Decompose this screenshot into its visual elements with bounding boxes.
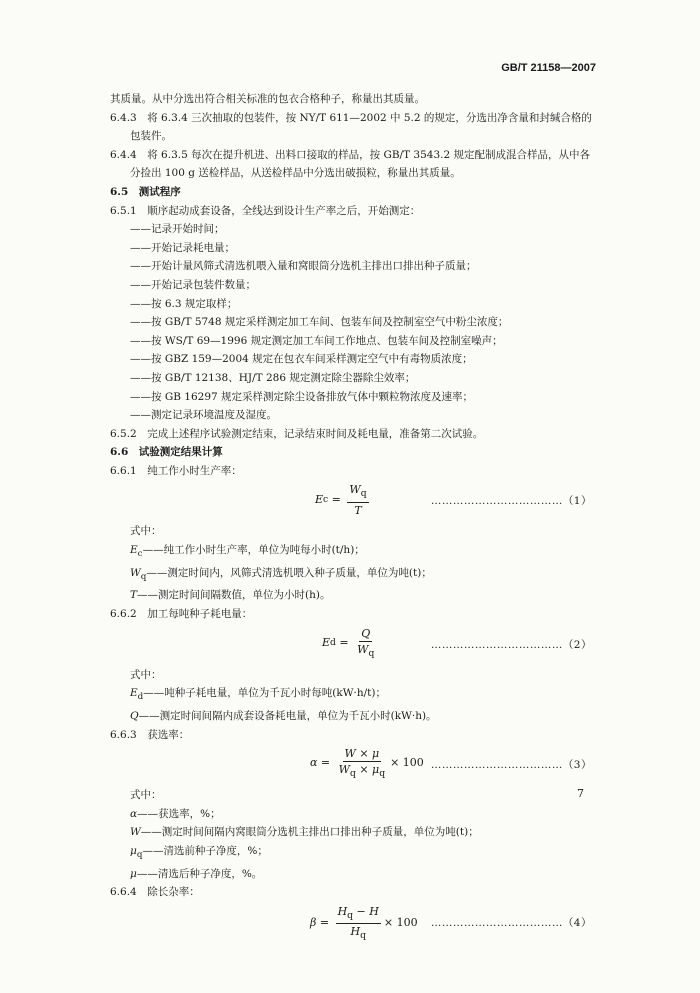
where-label: 式中： bbox=[130, 668, 162, 681]
clause-6-6-2: 6.6.2 加工每吨种子耗电量： bbox=[110, 608, 253, 621]
fraction bbox=[336, 904, 381, 943]
formula-symbol: − H bbox=[353, 904, 379, 918]
list-item: ——按 GB/T 12138、HJ/T 286 规定测定除尘器除尘效率； bbox=[130, 371, 416, 384]
text-line: 包装件。 bbox=[130, 130, 172, 143]
leader-dots: ……………………………… bbox=[430, 916, 563, 929]
leader-dots: ……………………………… bbox=[430, 759, 563, 772]
variable-symbol: μ bbox=[130, 867, 137, 880]
equation-label: （3） bbox=[562, 759, 592, 772]
equation-number bbox=[431, 492, 592, 511]
variable-description: ——测定时间间隔内窝眼筒分选机主排出口排出种子质量，单位为吨(t)； bbox=[140, 826, 479, 839]
variable-definition bbox=[110, 541, 600, 564]
leader-dots: ……………………………… bbox=[430, 638, 563, 651]
fraction bbox=[355, 626, 376, 661]
section-heading-6-5: 6.5 测试程序 bbox=[110, 185, 181, 198]
equation-number bbox=[431, 636, 592, 655]
formula-symbol: W bbox=[349, 483, 361, 497]
list-item: ——测定记录环境温度及湿度。 bbox=[130, 409, 277, 422]
formula-symbol: E bbox=[315, 492, 324, 506]
list-item: ——按 GBZ 159—2004 规定在包衣车间采样测定空气中有毒物质浓度； bbox=[130, 353, 473, 366]
variable-symbol: W bbox=[130, 566, 141, 579]
variable-list bbox=[110, 684, 600, 725]
list-item: ——按 GB 16297 规定采样测定除尘设备排放气体中颗粒物浓度及速率； bbox=[130, 390, 474, 403]
equation-number bbox=[431, 756, 592, 775]
clause-6-6-3: 6.6.3 获选率： bbox=[110, 728, 190, 741]
variable-subscript: q bbox=[140, 571, 147, 582]
formula-subscript: d bbox=[330, 636, 336, 648]
list-item: ——记录开始时间； bbox=[130, 223, 225, 236]
variable-definition bbox=[110, 805, 600, 824]
variable-list bbox=[110, 541, 600, 605]
equation-label: （4） bbox=[562, 916, 592, 929]
formula-symbol: × μ bbox=[355, 763, 380, 777]
clause-6-5-2: 6.5.2 完成上述程序试验测定结束，记录结束时间及耗电量，准备第二次试验。 bbox=[110, 427, 484, 440]
formula-symbol: E bbox=[322, 635, 331, 649]
text-line: 分捡出 100 g 送检样品，从送检样品中分选出破损粒，称量出其质量。 bbox=[130, 167, 461, 180]
variable-description: ——清选前种子净度，%； bbox=[142, 844, 268, 857]
variable-definition bbox=[110, 707, 600, 726]
clause-6-4-3: 6.4.3 将 6.3.4 三次抽取的包装件，按 NY/T 611—2002 中 5.2 的规定，分选出净含量和封缄合格的 bbox=[110, 111, 592, 124]
equation-label: （2） bbox=[562, 638, 592, 651]
variable-description: ——纯工作小时生产率，单位为吨每小时(t/h)； bbox=[142, 544, 365, 557]
text-line: 其质量。从中分选出符合相关标准的包衣合格种子，称量出其质量。 bbox=[110, 93, 425, 105]
formula-subscript: c bbox=[323, 493, 329, 505]
fraction bbox=[347, 482, 368, 517]
variable-definition bbox=[110, 865, 600, 884]
formula-subscript: q bbox=[349, 768, 356, 780]
formula-multiplier: × 100 bbox=[383, 916, 418, 930]
section-heading-6-6: 6.6 试验测定结果计算 bbox=[110, 446, 223, 459]
variable-definition bbox=[110, 564, 600, 587]
formula-1: E c = $\frac{W_q}{T}$ ………………………………（1） bbox=[315, 483, 592, 517]
page-number: 7 bbox=[577, 787, 584, 800]
clause-6-6-4: 6.6.4 除长杂率： bbox=[110, 886, 200, 899]
equation-label: （1） bbox=[562, 495, 592, 508]
formula-symbol: W bbox=[357, 642, 369, 656]
variable-definition bbox=[110, 586, 600, 605]
variable-subscript: d bbox=[137, 692, 144, 703]
variable-description: ——测定时间间隔内成套设备耗电量，单位为千瓦小时(kW·h)。 bbox=[138, 709, 437, 722]
variable-definition bbox=[110, 684, 600, 707]
list-item: ——开始记录耗电量； bbox=[130, 241, 235, 254]
formula-subscript: q bbox=[379, 768, 386, 780]
variable-definition bbox=[110, 842, 600, 865]
variable-symbol: W bbox=[130, 826, 141, 839]
list-item: ——按 GB/T 5748 规定采样测定加工车间、包装车间及控制室空气中粉尘浓度； bbox=[130, 316, 509, 329]
variable-definition bbox=[110, 823, 600, 842]
formula-symbol: β bbox=[310, 916, 317, 930]
formula-3: α = $\frac{W \times \mu}{W_q \times \mu_q}$ × 100 ………………………………（3） bbox=[310, 747, 592, 780]
list-item: ——开始计量风筛式清选机喂入量和窝眼筒分选机主排出口排出种子质量； bbox=[130, 260, 477, 273]
variable-symbol: α bbox=[130, 807, 138, 820]
formula-subscript: q bbox=[347, 909, 354, 921]
formula-symbol: H bbox=[337, 904, 348, 918]
equation-number bbox=[431, 914, 592, 933]
formula-symbol: T bbox=[354, 503, 362, 517]
variable-symbol: Q bbox=[130, 709, 139, 722]
list-item: ——按 6.3 规定取样； bbox=[130, 297, 238, 310]
where-label: 式中： bbox=[130, 525, 162, 538]
formula-symbol: W × μ bbox=[344, 747, 380, 761]
variable-symbol: E bbox=[130, 544, 138, 557]
variable-subscript: q bbox=[136, 849, 143, 860]
variable-symbol: T bbox=[130, 589, 138, 602]
leader-dots: ……………………………… bbox=[430, 495, 563, 508]
variable-symbol: μ bbox=[130, 844, 137, 857]
variable-description: ——吨种子耗电量，单位为千瓦小时每吨(kW·h/t)； bbox=[143, 687, 386, 700]
fraction bbox=[337, 746, 387, 781]
formula-symbol: W bbox=[338, 763, 350, 777]
variable-description: ——测定时间内，风筛式清选机喂入种子质量，单位为吨(t)； bbox=[146, 566, 432, 579]
list-item: ——开始记录包装件数量； bbox=[130, 278, 256, 291]
clause-6-6-1: 6.6.1 纯工作小时生产率： bbox=[110, 464, 242, 477]
formula-symbol: H bbox=[350, 924, 361, 938]
variable-list bbox=[110, 805, 600, 883]
standard-number: GB/T 21158—2007 bbox=[501, 62, 596, 74]
variable-description: ——获选率，%； bbox=[137, 807, 221, 820]
variable-subscript: c bbox=[137, 549, 143, 560]
where-label: 式中： bbox=[130, 789, 162, 802]
clause-6-4-4: 6.4.4 将 6.3.5 每次在提升机进、出料口接取的样品，按 GB/T 3543.2 规定配制成混合样品，从中各 bbox=[110, 148, 591, 161]
formula-subscript: q bbox=[368, 647, 375, 659]
formula-subscript: q bbox=[360, 930, 366, 942]
variable-symbol: E bbox=[130, 687, 138, 700]
formula-4: β = $\frac{H_q - H}{H_q}$ × 100 ………………………………（4） bbox=[310, 904, 592, 942]
variable-description: ——测定时间间隔数值，单位为小时(h)。 bbox=[137, 589, 331, 602]
formula-2: E d = $\frac{Q}{W_q}$ ………………………………（2） bbox=[322, 626, 592, 659]
list-item: ——按 WS/T 69—1996 规定测定加工车间工作地点、包装车间及控制室噪声； bbox=[130, 334, 503, 347]
clause-6-5-1: 6.5.1 顺序起动成套设备，全线达到设计生产率之后，开始测定： bbox=[110, 204, 421, 217]
formula-symbol: Q bbox=[361, 626, 371, 640]
document-body bbox=[110, 90, 600, 944]
formula-subscript: q bbox=[360, 488, 367, 500]
formula-multiplier: × 100 bbox=[390, 756, 424, 770]
formula-symbol: α bbox=[310, 756, 318, 770]
variable-description: ——清选后种子净度，%。 bbox=[136, 867, 263, 880]
